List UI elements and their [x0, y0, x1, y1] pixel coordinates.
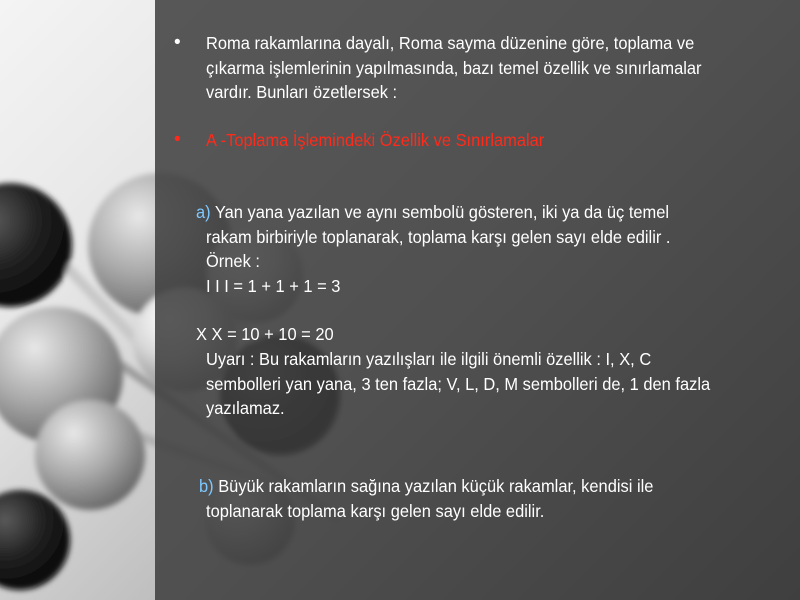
section-a-body — [206, 225, 670, 299]
intro-line: vardır. Bunları özetlersek : — [206, 82, 398, 102]
section-a-first-line — [196, 200, 669, 225]
warning-paragraph — [206, 347, 710, 421]
section-b — [199, 474, 653, 499]
example-roman-xx: X X = 10 + 10 = 20 — [196, 324, 334, 344]
section-heading: A -Toplama İşlemindeki Özellik ve Sınırlamalar — [206, 130, 545, 150]
section-b-body — [206, 499, 544, 524]
section-a-line: rakam birbiriyle toplanarak, toplama karşı gelen sayı elde edilir . — [206, 226, 671, 247]
section-a-first-text: Yan yana yazılan ve aynı sembolü gösteren, iki ya da üç temel — [210, 202, 670, 222]
bullet-marker: • — [174, 129, 181, 150]
warning-line: Uyarı : Bu rakamların yazılışları ile ilgili önemli özellik : I, X, C — [206, 349, 652, 369]
intro-line: çıkarma işlemlerinin yapılmasında, bazı temel özellik ve sınırlamalar — [206, 57, 702, 78]
section-b-first-text: Büyük rakamların sağına yazılan küçük rakamlar, kendisi ile — [213, 476, 654, 496]
intro-paragraph — [206, 31, 702, 105]
intro-line: Roma rakamlarına dayalı, Roma sayma düzenine göre, toplama ve — [206, 33, 695, 53]
section-a — [196, 200, 669, 225]
bullet-marker: • — [174, 32, 181, 53]
warning-line: yazılamaz. — [206, 398, 285, 418]
warning-line: sembolleri yan yana, 3 ten fazla; V, L, D, M sembolleri de, 1 den fazla — [206, 373, 711, 394]
section-b-label: b) — [199, 476, 214, 496]
example-label: Örnek : — [206, 251, 260, 271]
section-b-first-line — [199, 474, 653, 499]
example-roman-iii: I I I = 1 + 1 + 1 = 3 — [206, 275, 341, 296]
section-b-line: toplanarak toplama karşı gelen sayı elde edilir. — [206, 500, 545, 521]
section-a-label: a) — [196, 202, 211, 222]
